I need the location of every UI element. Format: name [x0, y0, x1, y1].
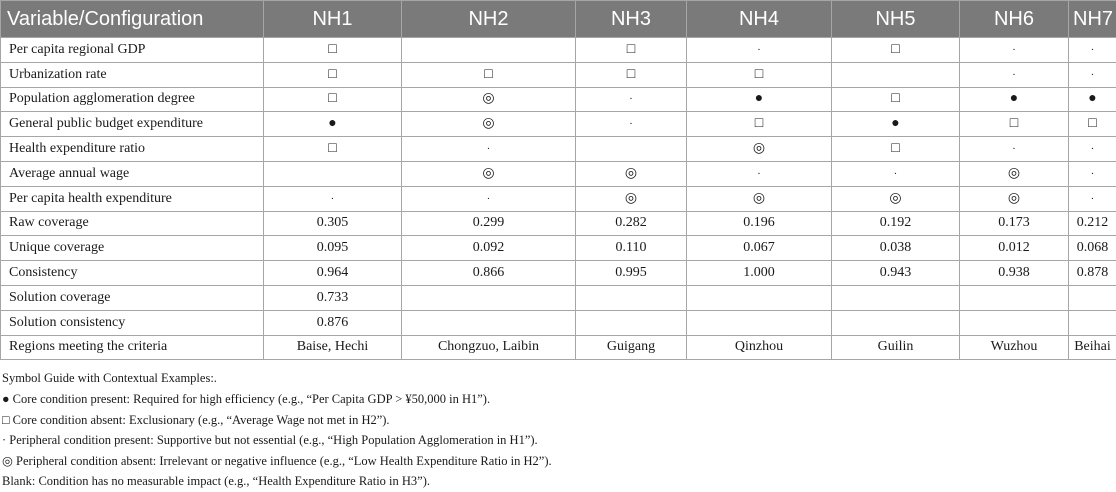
core-present-symbol: ● [891, 117, 899, 131]
table-cell [402, 38, 576, 63]
row-label: Average annual wage [1, 161, 264, 186]
table-row [1, 137, 1116, 162]
table-cell [832, 87, 960, 112]
table-cell [832, 161, 960, 186]
table-cell [960, 161, 1069, 186]
header-nh1: NH1 [264, 1, 402, 38]
row-label: Per capita regional GDP [1, 38, 264, 63]
table-cell [687, 137, 832, 162]
table-cell [687, 261, 832, 286]
table-cell [960, 137, 1069, 162]
table-cell [960, 335, 1069, 360]
row-label: Population agglomeration degree [1, 87, 264, 112]
peripheral-present-symbol: · [1091, 169, 1095, 180]
cell-value: 0.305 [317, 215, 349, 230]
cell-value: Qinzhou [735, 339, 783, 354]
header-nh2: NH2 [402, 1, 576, 38]
symbol-guide [0, 360, 1116, 492]
cell-value: 0.067 [743, 240, 775, 255]
table-cell [832, 38, 960, 63]
symbol-guide-item-peripheral-absent: ◎ Peripheral condition absent: Irrelevant or negative influence (e.g., “Low Health Expenditure Ratio in H2”). [2, 451, 1116, 472]
table-cell [576, 335, 687, 360]
table-cell [402, 161, 576, 186]
cell-value: Guigang [607, 339, 655, 354]
peripheral-present-symbol: · [331, 194, 335, 205]
core-absent-symbol: □ [328, 142, 336, 156]
table-cell [687, 87, 832, 112]
table-cell [687, 38, 832, 63]
cell-value: 0.095 [317, 240, 349, 255]
cell-value: 0.092 [473, 240, 505, 255]
table-cell [960, 112, 1069, 137]
table-cell [264, 112, 402, 137]
table-cell [576, 38, 687, 63]
table-cell [264, 285, 402, 310]
table-cell [576, 211, 687, 236]
table-cell [264, 137, 402, 162]
table-cell [687, 161, 832, 186]
table-cell [576, 261, 687, 286]
table-cell [832, 285, 960, 310]
table-cell [1069, 87, 1116, 112]
table-cell [832, 186, 960, 211]
table-cell [402, 62, 576, 87]
cell-value: 0.192 [880, 215, 912, 230]
core-present-symbol: ● [1010, 92, 1018, 106]
cell-value: Baise, Hechi [297, 339, 369, 354]
table-cell [1069, 161, 1116, 186]
table-cell [960, 38, 1069, 63]
cell-value: 0.012 [998, 240, 1030, 255]
peripheral-present-symbol: · [1012, 70, 1016, 81]
table-cell [832, 112, 960, 137]
table-cell [264, 236, 402, 261]
core-absent-symbol: □ [328, 68, 336, 82]
table-cell [1069, 211, 1116, 236]
peripheral-present-symbol: · [1012, 45, 1016, 56]
peripheral-absent-symbol: ◎ [753, 142, 765, 156]
table-cell [687, 186, 832, 211]
header-nh5: NH5 [832, 1, 960, 38]
core-absent-symbol: □ [627, 68, 635, 82]
cell-value: Chongzuo, Laibin [438, 339, 539, 354]
table-cell [264, 211, 402, 236]
header-nh3: NH3 [576, 1, 687, 38]
row-label: Solution coverage [1, 285, 264, 310]
table-cell [402, 211, 576, 236]
table-cell [960, 261, 1069, 286]
table-cell [687, 211, 832, 236]
core-absent-symbol: □ [328, 92, 336, 106]
cell-value: 0.995 [615, 265, 647, 280]
row-label: Raw coverage [1, 211, 264, 236]
table-cell [402, 112, 576, 137]
peripheral-present-symbol: · [629, 119, 633, 130]
table-cell [687, 285, 832, 310]
table-row [1, 236, 1116, 261]
cell-value: 0.212 [1077, 215, 1109, 230]
core-absent-symbol: □ [627, 43, 635, 57]
table-cell [687, 310, 832, 335]
table-cell [960, 62, 1069, 87]
table-cell [1069, 261, 1116, 286]
cell-value: 0.943 [880, 265, 912, 280]
cell-value: Beihai [1074, 339, 1111, 354]
table-row [1, 335, 1116, 360]
core-absent-symbol: □ [328, 43, 336, 57]
table-cell [576, 236, 687, 261]
peripheral-absent-symbol: ◎ [753, 192, 765, 206]
table-cell [402, 285, 576, 310]
header-variable-configuration: Variable/Configuration [1, 1, 264, 38]
table-cell [832, 236, 960, 261]
core-absent-symbol: □ [1088, 117, 1096, 131]
table-cell [402, 87, 576, 112]
core-absent-symbol: □ [755, 68, 763, 82]
table-cell [576, 62, 687, 87]
table-cell [960, 236, 1069, 261]
table-cell [960, 211, 1069, 236]
table-row [1, 38, 1116, 63]
table-cell [1069, 38, 1116, 63]
cell-value: 0.196 [743, 215, 775, 230]
table-cell [960, 285, 1069, 310]
cell-value: 0.068 [1077, 240, 1109, 255]
table-cell [402, 310, 576, 335]
cell-value: Guilin [878, 339, 914, 354]
table-cell [402, 335, 576, 360]
cell-value: 0.282 [615, 215, 647, 230]
table-cell [402, 186, 576, 211]
table-cell [832, 137, 960, 162]
peripheral-present-symbol: · [629, 94, 633, 105]
peripheral-present-symbol: · [1012, 144, 1016, 155]
table-cell [576, 87, 687, 112]
core-absent-symbol: □ [891, 43, 899, 57]
row-label: Per capita health expenditure [1, 186, 264, 211]
symbol-guide-title: Symbol Guide with Contextual Examples:. [2, 368, 1116, 389]
table-cell [402, 236, 576, 261]
table-cell [264, 261, 402, 286]
table-cell [576, 137, 687, 162]
peripheral-absent-symbol: ◎ [482, 92, 494, 106]
peripheral-present-symbol: · [757, 45, 761, 56]
table-cell [264, 310, 402, 335]
row-label: Regions meeting the criteria [1, 335, 264, 360]
row-label: General public budget expenditure [1, 112, 264, 137]
table-header-row [1, 1, 1116, 38]
table-cell [1069, 310, 1116, 335]
table-cell [576, 161, 687, 186]
table-cell [576, 112, 687, 137]
table-cell [687, 335, 832, 360]
header-nh4: NH4 [687, 1, 832, 38]
symbol-guide-item-blank: Blank: Condition has no measurable impact (e.g., “Health Expenditure Ratio in H3”). [2, 471, 1116, 492]
cell-value: 0.110 [616, 240, 647, 255]
table-cell [687, 236, 832, 261]
table-cell [832, 335, 960, 360]
symbol-guide-item-peripheral-present: · Peripheral condition present: Supportive but not essential (e.g., “High Population Agglomeration in H1”). [2, 430, 1116, 451]
table-row [1, 186, 1116, 211]
cell-value: 1.000 [743, 265, 775, 280]
cell-value: 0.964 [317, 265, 349, 280]
peripheral-present-symbol: · [487, 194, 491, 205]
table-cell [264, 335, 402, 360]
table-cell [687, 112, 832, 137]
table-row [1, 261, 1116, 286]
core-absent-symbol: □ [484, 68, 492, 82]
symbol-guide-item-core-absent: □ Core condition absent: Exclusionary (e.g., “Average Wage not met in H2”). [2, 410, 1116, 431]
cell-value: 0.173 [998, 215, 1030, 230]
table-row [1, 161, 1116, 186]
cell-value: 0.299 [473, 215, 505, 230]
table-cell [264, 87, 402, 112]
peripheral-present-symbol: · [757, 169, 761, 180]
core-absent-symbol: □ [891, 92, 899, 106]
header-nh7: NH7 [1069, 1, 1116, 38]
table-cell [832, 211, 960, 236]
table-cell [960, 310, 1069, 335]
peripheral-present-symbol: · [1091, 45, 1095, 56]
core-absent-symbol: □ [1010, 117, 1018, 131]
table-row [1, 211, 1116, 236]
cell-value: 0.038 [880, 240, 912, 255]
row-label: Solution consistency [1, 310, 264, 335]
table-cell [402, 261, 576, 286]
peripheral-present-symbol: · [1091, 70, 1095, 81]
table-cell [1069, 186, 1116, 211]
table-cell [264, 62, 402, 87]
table-row [1, 62, 1116, 87]
cell-value: 0.938 [998, 265, 1030, 280]
table-cell [1069, 112, 1116, 137]
row-label: Unique coverage [1, 236, 264, 261]
cell-value: 0.878 [1077, 265, 1109, 280]
row-label: Health expenditure ratio [1, 137, 264, 162]
peripheral-absent-symbol: ◎ [889, 192, 901, 206]
row-label: Consistency [1, 261, 264, 286]
table-cell [1069, 137, 1116, 162]
table-cell [576, 285, 687, 310]
table-cell [1069, 236, 1116, 261]
core-present-symbol: ● [755, 92, 763, 106]
table-body [1, 38, 1116, 360]
core-absent-symbol: □ [891, 142, 899, 156]
header-nh6: NH6 [960, 1, 1069, 38]
table-cell [264, 38, 402, 63]
cell-value: 0.866 [473, 265, 505, 280]
table-cell [687, 62, 832, 87]
table-cell [960, 87, 1069, 112]
cell-value: 0.876 [317, 315, 349, 330]
peripheral-absent-symbol: ◎ [625, 192, 637, 206]
table-cell [1069, 285, 1116, 310]
table-cell [832, 62, 960, 87]
peripheral-present-symbol: · [1091, 144, 1095, 155]
core-absent-symbol: □ [755, 117, 763, 131]
table-cell [1069, 335, 1116, 360]
table-row [1, 112, 1116, 137]
peripheral-absent-symbol: ◎ [625, 167, 637, 181]
table-cell [576, 310, 687, 335]
table-row [1, 310, 1116, 335]
table-cell [832, 261, 960, 286]
cell-value: 0.733 [317, 290, 349, 305]
table-cell [832, 310, 960, 335]
table-cell [576, 186, 687, 211]
peripheral-present-symbol: · [487, 144, 491, 155]
table-row [1, 285, 1116, 310]
table-cell [264, 161, 402, 186]
core-present-symbol: ● [328, 117, 336, 131]
peripheral-absent-symbol: ◎ [1008, 167, 1020, 181]
table-cell [960, 186, 1069, 211]
peripheral-absent-symbol: ◎ [482, 167, 494, 181]
table-row [1, 87, 1116, 112]
peripheral-absent-symbol: ◎ [482, 117, 494, 131]
peripheral-present-symbol: · [1091, 194, 1095, 205]
symbol-guide-item-core-present: ● Core condition present: Required for high efficiency (e.g., “Per Capita GDP > ¥50,000 in H1”). [2, 389, 1116, 410]
core-present-symbol: ● [1088, 92, 1096, 106]
cell-value: Wuzhou [991, 339, 1038, 354]
row-label: Urbanization rate [1, 62, 264, 87]
table-cell [1069, 62, 1116, 87]
peripheral-present-symbol: · [894, 169, 898, 180]
table-cell [264, 186, 402, 211]
table-cell [402, 137, 576, 162]
peripheral-absent-symbol: ◎ [1008, 192, 1020, 206]
